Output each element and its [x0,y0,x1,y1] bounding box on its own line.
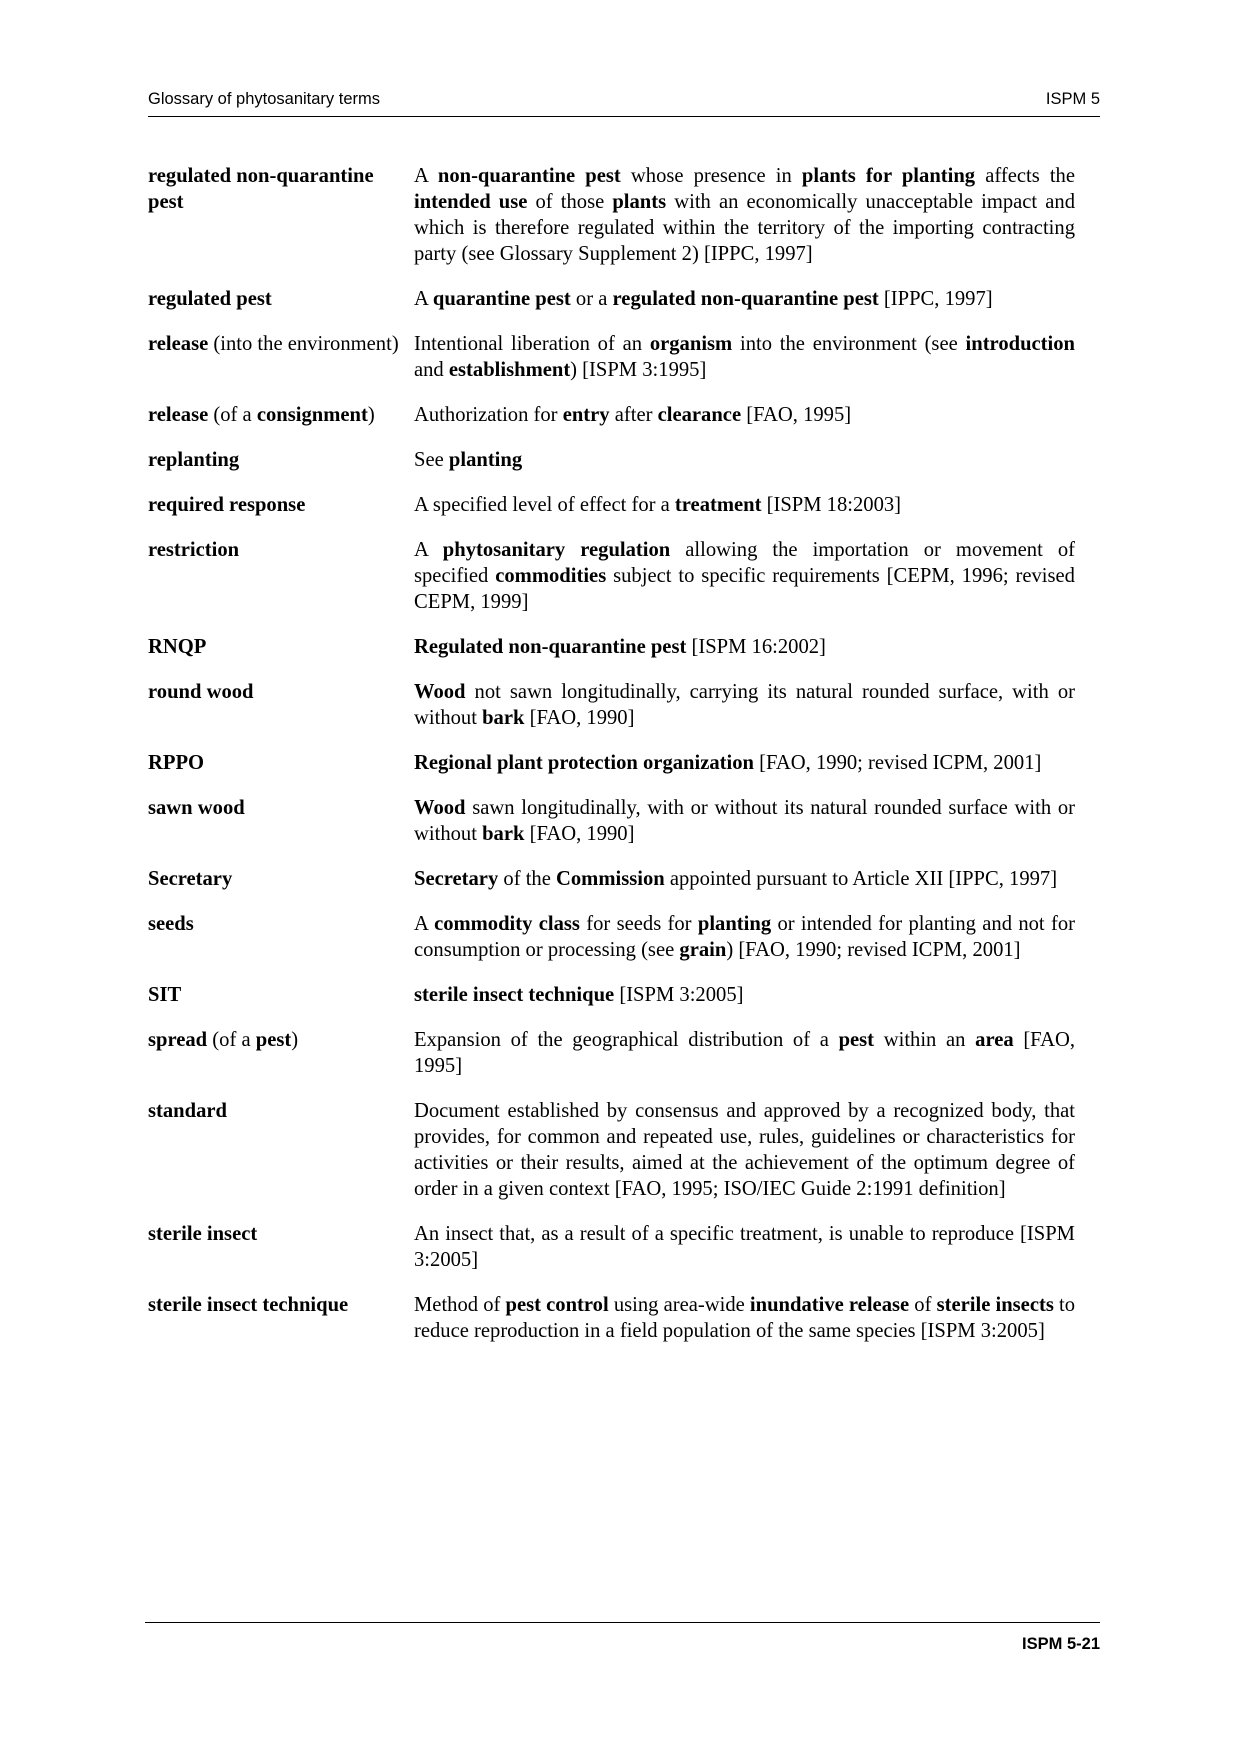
glossary-definition [414,447,1075,473]
definition-text: allowing the importation or movement of specified [414,539,1076,587]
definition-text: area [975,1029,1014,1051]
definition-text: Intentional liberation of an [414,333,650,355]
glossary-entry [148,750,1075,776]
glossary-definition [414,634,1075,660]
definition-text: treatment [674,494,762,516]
term-text: round wood [148,681,254,703]
glossary-term [148,1098,414,1202]
definition-text: after [609,404,658,426]
term-text: seeds [148,913,194,935]
definition-text: Secretary [414,868,499,890]
term-text: (of a [207,1029,256,1051]
glossary-definition [414,286,1075,312]
glossary-definition [414,911,1075,963]
definition-text: of those [527,191,613,213]
glossary-entry [148,795,1075,847]
glossary-definition [414,982,1075,1008]
glossary-definition [414,402,1075,428]
definition-text: clearance [657,404,742,426]
definition-text: of [909,1294,937,1316]
running-footer [145,1622,1100,1654]
definition-text: intended use [414,191,528,213]
definition-text: Wood [414,681,466,703]
definition-text: [FAO, 1995] [741,404,852,426]
glossary-term [148,492,414,518]
glossary-definition [414,1221,1075,1273]
glossary-entry [148,492,1075,518]
glossary-entry [148,911,1075,963]
term-text: RPPO [148,752,205,774]
glossary-entry [148,537,1075,615]
definition-text: sterile insect technique [414,984,615,1006]
definition-text: not sawn longitudinally, carrying its natural rounded surface, with or without [414,681,1075,729]
glossary-term [148,331,414,383]
definition-text: bark [482,823,525,845]
term-text: ) [367,404,375,426]
definition-text: planting [448,449,523,471]
term-text: (into the environment) [208,333,399,355]
definition-text: pest control [505,1294,609,1316]
definition-text: ) [ISPM 3:1995] [570,359,707,381]
definition-text: sterile insects [936,1294,1054,1316]
term-text: required response [148,494,306,516]
glossary-definition [414,795,1075,847]
glossary-definition [414,866,1075,892]
glossary-entry [148,634,1075,660]
definition-text: inundative release [749,1294,910,1316]
page-number: ISPM 5-21 [1022,1635,1100,1653]
definition-text: affects the [975,165,1075,187]
glossary-entry [148,679,1075,731]
term-text: replanting [148,449,240,471]
term-text: pest [255,1029,292,1051]
term-text: release [148,333,209,355]
glossary-term [148,402,414,428]
term-text: Secretary [148,868,233,890]
definition-text: pest [838,1029,875,1051]
definition-text: commodities [495,565,607,587]
definition-text: A [414,288,433,310]
definition-text: Wood [414,797,466,819]
glossary-definition [414,750,1075,776]
glossary-entry [148,331,1075,383]
glossary-term [148,982,414,1008]
definition-text: or intended for planting and not for consumption or processing (see [414,913,1075,961]
definition-text: subject to specific requirements [CEPM, 1996; revised CEPM, 1999] [414,565,1075,613]
glossary-definition [414,331,1075,383]
definition-text: [ISPM 16:2002] [686,636,826,658]
definition-text: or a [570,288,613,310]
definition-text: Method of [414,1294,506,1316]
term-text: standard [148,1100,227,1122]
definition-text: phytosanitary regulation [442,539,671,561]
term-text: release [148,404,209,426]
term-text: SIT [148,984,182,1006]
glossary-entry [148,1221,1075,1273]
definition-text: establishment [448,359,571,381]
term-text: ) [291,1029,299,1051]
glossary-term [148,750,414,776]
glossary-entry [148,402,1075,428]
definition-text: with an economically unacceptable impact and which is therefore regulated within the territory of the importing contracting party (see Glossary Supplement 2) [IPPC, 1997] [414,191,1075,265]
glossary-term [148,1221,414,1273]
term-text: RNQP [148,636,207,658]
definition-text: organism [649,333,733,355]
header-standard: ISPM 5 [1045,90,1100,108]
definition-text: within an [874,1029,976,1051]
definition-text: introduction [965,333,1075,355]
glossary-term [148,163,414,267]
definition-text: Regional plant protection organization [414,752,754,774]
glossary-entry [148,1027,1075,1079]
definition-text: of the [498,868,557,890]
glossary-term [148,537,414,615]
glossary-entry [148,982,1075,1008]
glossary-term [148,911,414,963]
definition-text: Regulated non-quarantine pest [414,636,687,658]
definition-text: A [414,165,438,187]
term-text: restriction [148,539,240,561]
definition-text: A [414,539,443,561]
term-text: regulated pest [148,288,272,310]
definition-text: [ISPM 3:2005] [614,984,744,1006]
definition-text: [FAO, 1995] [414,1029,1076,1077]
term-text: consignment [256,404,368,426]
glossary-entry [148,1292,1075,1344]
header-title: Glossary of phytosanitary terms [148,90,380,108]
definition-text: See [414,449,449,471]
glossary-entry [148,163,1075,267]
definition-text: and [414,359,449,381]
glossary-term [148,634,414,660]
glossary-term [148,286,414,312]
definition-text: plants [612,191,667,213]
definition-text: [ISPM 18:2003] [761,494,902,516]
definition-text: entry [562,404,610,426]
glossary-term [148,1027,414,1079]
definition-text: ) [FAO, 1990; revised ICPM, 2001] [726,939,1021,961]
definition-text: regulated non-quarantine pest [612,288,879,310]
definition-text: quarantine pest [432,288,571,310]
glossary-entry [148,447,1075,473]
glossary-entry [148,286,1075,312]
definition-text: Authorization for [414,404,563,426]
glossary-entry [148,1098,1075,1202]
glossary-definition [414,1027,1075,1079]
definition-text: into the environment (see [732,333,966,355]
definition-text: A specified level of effect for a [414,494,675,516]
glossary-term [148,679,414,731]
definition-text: using area-wide [608,1294,750,1316]
glossary-list [148,163,1075,1363]
definition-text: [IPPC, 1997] [878,288,993,310]
glossary-term [148,1292,414,1344]
definition-text: An insect that, as a result of a specific treatment, is unable to reproduce [ISPM 3:2005] [414,1223,1075,1271]
glossary-term [148,447,414,473]
term-text: (of a [208,404,257,426]
definition-text: bark [482,707,525,729]
glossary-definition [414,163,1075,267]
definition-text: commodity class [434,913,580,935]
glossary-term [148,866,414,892]
glossary-definition [414,1292,1075,1344]
definition-text: sawn longitudinally, with or without its natural rounded surface with or without [414,797,1075,845]
term-text: regulated non-quarantine pest [148,165,374,213]
definition-text: to reduce reproduction in a field population of the same species [ISPM 3:2005] [414,1294,1076,1342]
glossary-entry [148,866,1075,892]
term-text: spread [148,1029,208,1051]
definition-text: grain [679,939,727,961]
glossary-definition [414,537,1075,615]
glossary-definition [414,1098,1075,1202]
glossary-term [148,795,414,847]
term-text: sawn wood [148,797,245,819]
definition-text: appointed pursuant to Article XII [IPPC, 1997] [664,868,1058,890]
running-header [148,90,1100,117]
definition-text: plants for planting [801,165,976,187]
definition-text: [FAO, 1990] [524,707,635,729]
definition-text: [FAO, 1990; revised ICPM, 2001] [754,752,1042,774]
definition-text: [FAO, 1990] [524,823,635,845]
definition-text: Commission [556,868,665,890]
definition-text: for seeds for [579,913,698,935]
definition-text: non-quarantine pest [437,165,621,187]
term-text: sterile insect [148,1223,258,1245]
definition-text: planting [697,913,772,935]
definition-text: whose presence in [620,165,802,187]
definition-text: Document established by consensus and approved by a recognized body, that provides, for common and repeated use, rules, guidelines or characteristics for activities or their results, aimed at the achievement of the optimum degree of order in a given context [FAO, 1995; ISO/IEC Guide 2:1991 definition] [414,1100,1075,1200]
definition-text: A [414,913,435,935]
glossary-definition [414,679,1075,731]
term-text: sterile insect technique [148,1294,349,1316]
glossary-definition [414,492,1075,518]
definition-text: Expansion of the geographical distribution of a [414,1029,839,1051]
